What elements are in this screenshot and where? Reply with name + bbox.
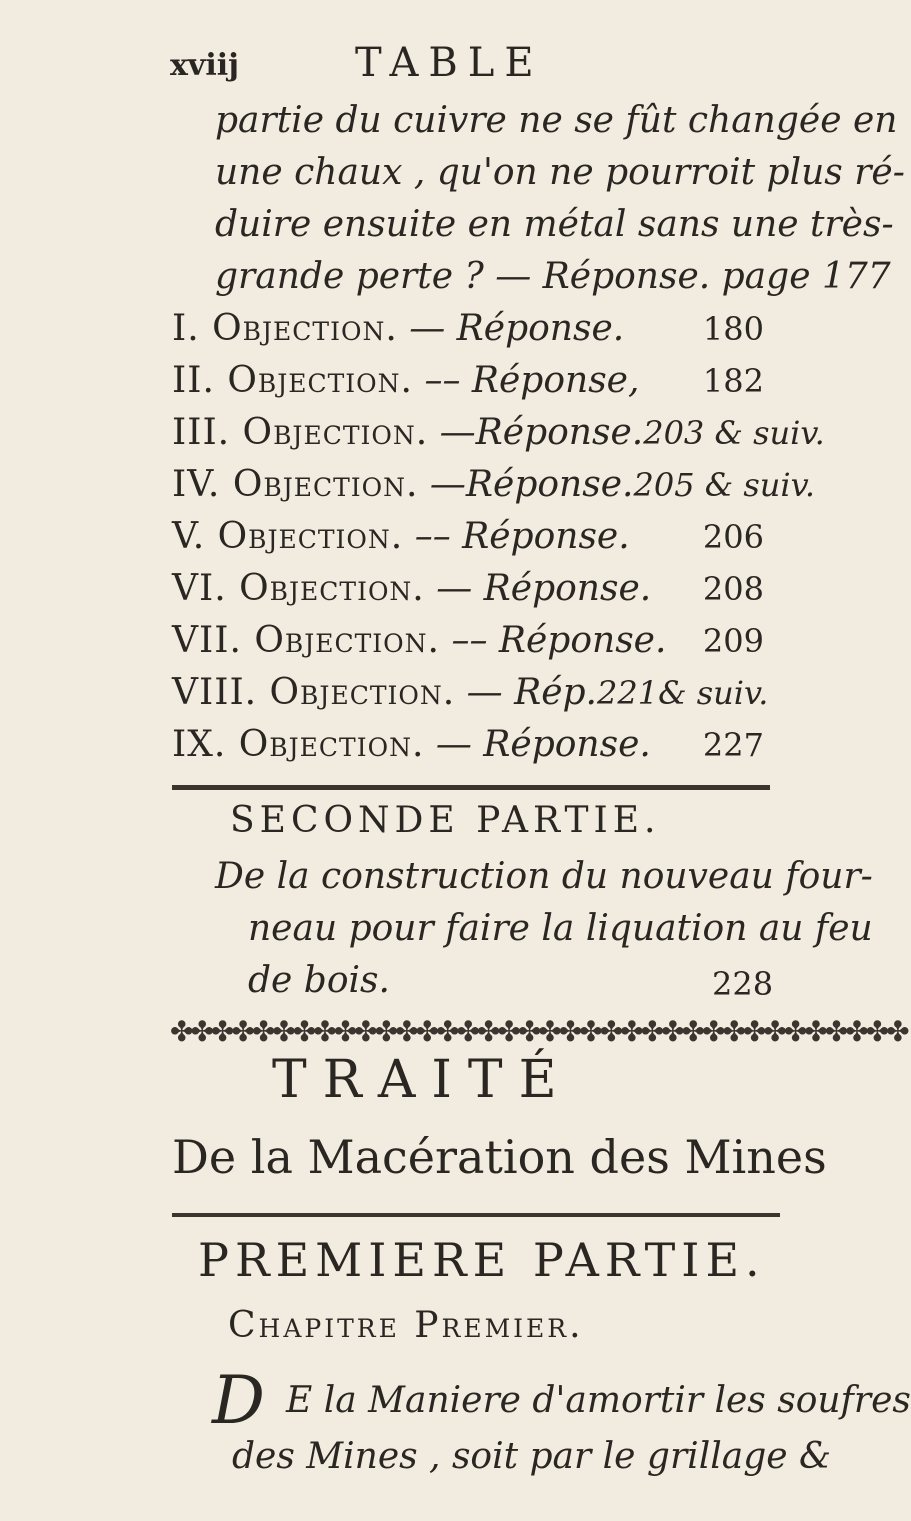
- section-heading: SECONDE PARTIE.: [230, 800, 661, 841]
- entry-page: 206: [702, 518, 764, 556]
- entry-page: 205 & suiv.: [633, 466, 816, 504]
- intro-line: partie du cuivre ne se fût changée en: [215, 100, 898, 141]
- section-divider: [172, 1213, 780, 1217]
- entry-page: 208: [702, 570, 764, 608]
- response-label: — Réponse.: [409, 308, 625, 349]
- intro-line: une chaux , qu'on ne pourroit plus ré-: [215, 152, 905, 193]
- intro-line: grande perte ? — Réponse. page 177: [215, 256, 891, 297]
- ornament-band: ✤✤✤✤✤✤✤✤✤✤✤✤✤✤✤✤✤✤✤✤✤✤✤✤✤✤✤✤✤✤✤✤✤✤✤✤: [170, 1015, 907, 1048]
- entry-page: 180: [702, 310, 764, 348]
- response-label: —Réponse.: [439, 412, 644, 453]
- toc-entry: [172, 620, 764, 670]
- objection-label: VIII. Objection.: [172, 672, 456, 713]
- body-line: E la Maniere d'amortir les soufres: [286, 1380, 911, 1421]
- response-label: — Réponse.: [436, 568, 652, 609]
- entry-page: 228: [712, 965, 774, 1003]
- objection-label: I. Objection.: [172, 308, 398, 349]
- body-line: des Mines , soit par le grillage &: [232, 1436, 832, 1477]
- toc-entry: [172, 360, 764, 410]
- toc-entry: [172, 568, 764, 618]
- toc-entry: [172, 724, 764, 774]
- section-desc-line: De la construction du nouveau four-: [215, 856, 873, 897]
- response-label: — Rép.: [466, 672, 597, 713]
- response-label: –– Réponse.: [414, 516, 630, 557]
- objection-label: VII. Objection.: [172, 620, 440, 661]
- entry-page: 203 & suiv.: [643, 414, 825, 452]
- objection-label: VI. Objection.: [172, 568, 425, 609]
- toc-entry: [172, 308, 764, 358]
- toc-entry: [172, 516, 764, 566]
- response-label: –– Réponse.: [451, 620, 667, 661]
- chapter-heading: Chapitre Premier.: [228, 1305, 584, 1346]
- response-label: —Réponse.: [429, 464, 634, 505]
- objection-label: V. Objection.: [172, 516, 404, 557]
- section-desc-line: neau pour faire la liquation au feu: [248, 908, 873, 949]
- drop-cap: D: [212, 1362, 265, 1439]
- section-desc-line: de bois.: [248, 960, 390, 1001]
- response-label: — Réponse.: [435, 724, 651, 765]
- page-number: xviij: [170, 48, 239, 83]
- objection-label: III. Objection.: [172, 412, 429, 453]
- entry-page: 221& suiv.: [597, 674, 769, 712]
- entry-page: 182: [702, 362, 764, 400]
- toc-entry: [172, 672, 769, 722]
- treatise-subtitle: De la Macération des Mines: [172, 1130, 827, 1184]
- objection-label: IX. Objection.: [172, 724, 425, 765]
- entry-page: 227: [702, 726, 764, 764]
- page-title: TABLE: [355, 40, 544, 86]
- toc-entry: [172, 464, 816, 514]
- entry-page: 209: [702, 622, 764, 660]
- objection-label: II. Objection.: [172, 360, 413, 401]
- section-divider: [172, 785, 770, 790]
- part-heading: PREMIERE PARTIE.: [198, 1233, 766, 1287]
- intro-line: duire ensuite en métal sans une très-: [215, 204, 894, 245]
- objection-label: IV. Objection.: [172, 464, 419, 505]
- toc-entry: [172, 412, 825, 462]
- response-label: –– Réponse,: [424, 360, 640, 401]
- treatise-title: TRAITÉ: [272, 1050, 573, 1110]
